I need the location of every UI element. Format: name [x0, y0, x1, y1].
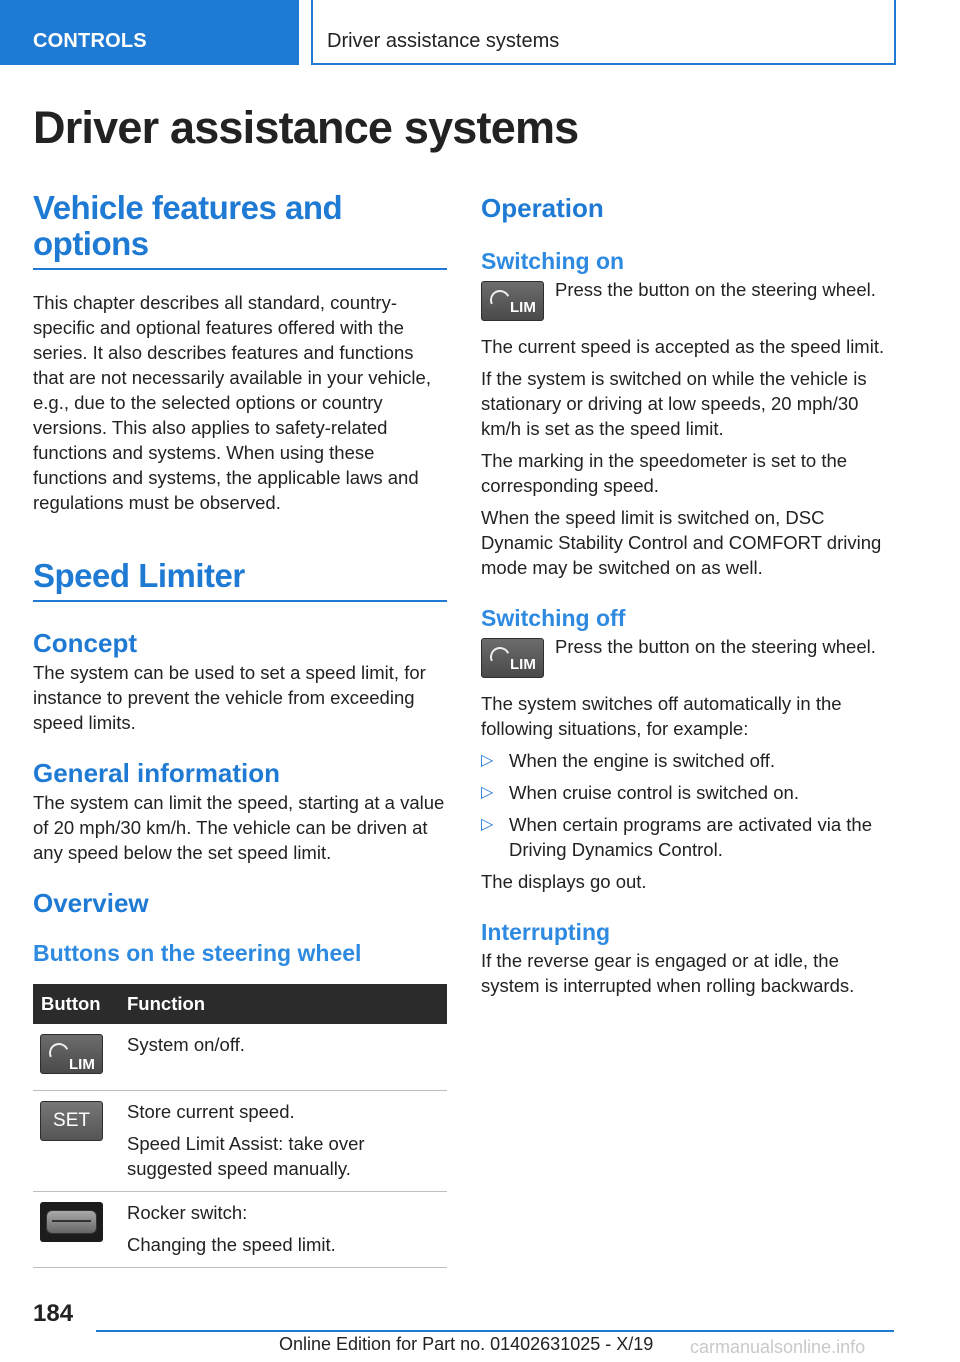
table-cell-line: Store current speed.	[127, 1101, 295, 1122]
table-cell-line: System on/off.	[127, 1034, 245, 1055]
page-title: Driver assistance systems	[33, 102, 579, 153]
switching-off-list	[481, 748, 891, 862]
list-item: ▷ When cruise control is switched on.	[481, 780, 891, 805]
table-row	[33, 1192, 447, 1268]
left-column	[33, 190, 447, 1268]
buttons-heading: Buttons on the steering wheel	[33, 940, 362, 966]
right-column	[481, 190, 891, 998]
interrupting-text: If the reverse gear is engaged or at idle, the system is interrupted when rolling backwards.	[481, 950, 855, 996]
switching-off-text-1: The system switches off automatically in the following situations, for example:	[481, 693, 842, 739]
table-row	[33, 1024, 447, 1091]
overview-heading: Overview	[33, 888, 149, 918]
list-item: ▷ When certain programs are activated via the Driving Dynamics Control.	[481, 812, 891, 862]
switching-on-text-2: If the system is switched on while the vehicle is stationary or driving at low speeds, 20 mph/30 km/h is set as the speed limit.	[481, 368, 867, 439]
switching-off-heading: Switching off	[481, 605, 626, 631]
switching-on-text-1: The current speed is accepted as the speed limit.	[481, 336, 885, 357]
switching-on-text-3: The marking in the speedometer is set to the corresponding speed.	[481, 450, 848, 496]
interrupting-heading: Interrupting	[481, 919, 611, 945]
general-info-heading: General information	[33, 758, 281, 788]
concept-text: The system can be used to set a speed limit, for instance to prevent the vehicle from exceeding speed limits.	[33, 662, 426, 733]
operation-heading: Operation	[481, 193, 604, 223]
concept-heading: Concept	[33, 628, 137, 658]
lim-button-icon: LIM	[40, 1034, 103, 1074]
table-header-row	[33, 984, 447, 1024]
list-item: ▷ When the engine is switched off.	[481, 748, 891, 773]
table-header-button: Button	[33, 984, 119, 1024]
table-cell-line: Changing the speed limit.	[127, 1234, 336, 1255]
switching-on-text-4: When the speed limit is switched on, DSC Dynamic Stability Control and COMFORT driving mode may be switched on as well.	[481, 507, 882, 578]
header-section-tab	[0, 0, 299, 65]
switching-off-instruction: Press the button on the steering wheel.	[555, 636, 876, 657]
switching-off-instruction-row	[481, 634, 891, 678]
rocker-switch-icon	[40, 1202, 103, 1242]
general-info-text: The system can limit the speed, starting at a value of 20 mph/30 km/h. The vehicle can be driven at any speed below the set speed limit.	[33, 792, 445, 863]
footer-watermark: carmanualsonline.info	[690, 1337, 866, 1357]
vehicle-features-text: This chapter describes all standard, country-specific and optional features offered with the series. It also describes features and functions that are not necessarily available in your vehicle, e.g., due to the selected options or country versions. This also applies to safety-related functions and systems. When using these functions and systems, the applicable laws and regulations must be observed.	[33, 292, 431, 513]
switching-on-instruction-row	[481, 277, 891, 321]
lim-button-icon: LIM	[481, 281, 544, 321]
page-number: 184	[33, 1300, 74, 1327]
buttons-table	[33, 984, 447, 1268]
table-cell-line: Rocker switch:	[127, 1202, 248, 1223]
switching-off-text-2: The displays go out.	[481, 871, 647, 892]
table-header-function: Function	[119, 984, 447, 1024]
footer-edition: Online Edition for Part no. 01402631025 - X/19	[279, 1334, 654, 1354]
lim-button-icon: LIM	[481, 638, 544, 678]
speed-limiter-heading: Speed Limiter	[33, 558, 447, 602]
set-button-icon: SET	[40, 1101, 103, 1141]
switching-on-heading: Switching on	[481, 248, 625, 274]
table-cell-line: Speed Limit Assist: take over suggested speed manually.	[127, 1133, 365, 1179]
header-title-label: Driver assistance systems	[327, 30, 560, 52]
switching-on-instruction: Press the button on the steering wheel.	[555, 279, 876, 300]
footer-rule	[96, 1330, 894, 1332]
header-title-box	[311, 0, 896, 65]
header-section-label: CONTROLS	[33, 30, 147, 52]
table-row	[33, 1091, 447, 1192]
vehicle-features-heading: Vehicle features and options	[33, 190, 447, 270]
